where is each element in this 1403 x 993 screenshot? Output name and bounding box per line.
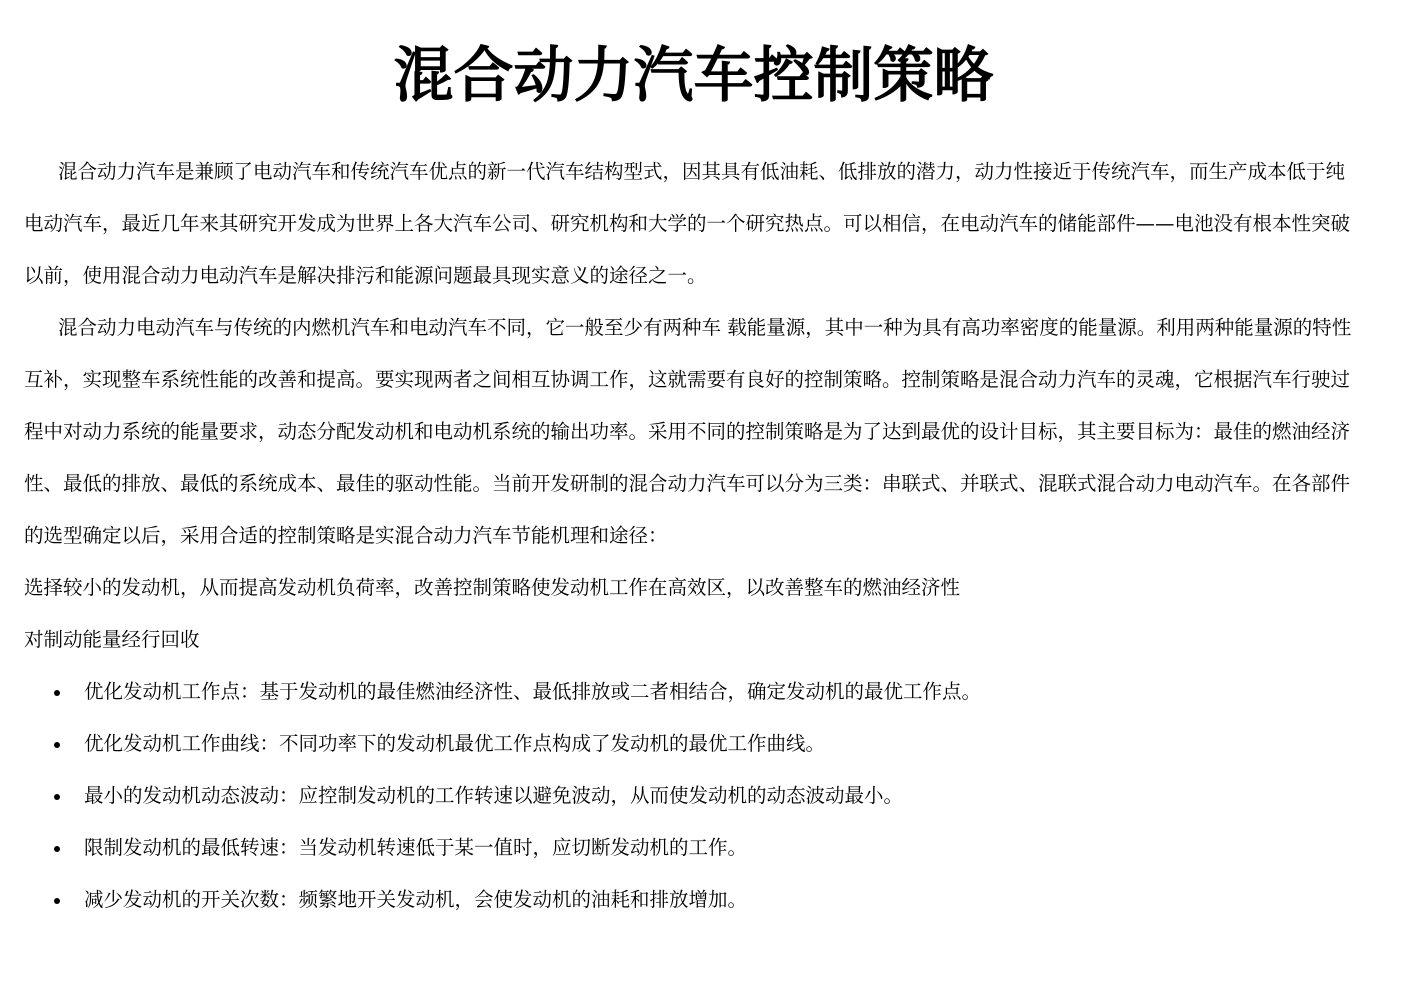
plain-line-engine-selection: 选择较小的发动机，从而提高发动机负荷率，改善控制策略使发动机工作在高效区，以改善整车的燃油经济性 <box>24 576 961 599</box>
bullet-icon <box>54 742 60 748</box>
bullet-icon <box>54 846 60 852</box>
document-body <box>24 146 1363 926</box>
bullet-icon <box>54 690 60 696</box>
list-item <box>84 666 1363 718</box>
strategy-bullet-list <box>24 666 1363 926</box>
list-item <box>84 770 1363 822</box>
list-item <box>84 718 1363 770</box>
paragraph-intro: 混合动力汽车是兼顾了电动汽车和传统汽车优点的新一代汽车结构型式，因其具有低油耗、低排放的潜力，动力性接近于传统汽车，而生产成本低于纯电动汽车，最近几年来其研究开发成为世界上各大汽车公司、研究机构和大学的一个研究热点。可以相信，在电动汽车的储能部件——电池没有根本性突破以前，使用混合动力电动汽车是解决排污和能源问题最具现实意义的途径之一。 <box>24 160 1351 287</box>
bullet-icon <box>54 898 60 904</box>
list-item-text: 优化发动机工作曲线：不同功率下的发动机最优工作点构成了发动机的最优工作曲线。 <box>84 732 826 755</box>
list-item <box>84 874 1363 926</box>
list-item-text: 减少发动机的开关次数：频繁地开关发动机，会使发动机的油耗和排放增加。 <box>84 888 748 911</box>
list-item-text: 限制发动机的最低转速：当发动机转速低于某一值时，应切断发动机的工作。 <box>84 836 748 859</box>
list-item-text: 优化发动机工作点：基于发动机的最佳燃油经济性、最低排放或二者相结合，确定发动机的最优工作点。 <box>84 680 982 703</box>
list-item-text: 最小的发动机动态波动：应控制发动机的工作转速以避免波动，从而使发动机的动态波动最小。 <box>84 784 904 807</box>
paragraph-control-strategy: 混合动力电动汽车与传统的内燃机汽车和电动汽车不同，它一般至少有两种车 载能量源，其中一种为具有高功率密度的能量源。利用两种能量源的特性互补，实现整车系统性能的改善和提高。要实现两者之间相互协调工作，这就需要有良好的控制策略。控制策略是混合动力汽车的灵魂，它根据汽车行驶过程中对动力系统的能量要求，动态分配发动机和电动机系统的输出功率。采用不同的控制策略是为了达到最优的设计目标，其主要目标为：最佳的燃油经济性、最低的排放、最低的系统成本、最佳的驱动性能。当前开发研制的混合动力汽车可以分为三类：串联式、并联式、混联式混合动力电动汽车。在各部件的选型确定以后，采用合适的控制策略是实混合动力汽车节能机理和途径： <box>24 316 1352 547</box>
list-item <box>84 822 1363 874</box>
document-title: 混合动力汽车控制策略 <box>393 41 994 111</box>
bullet-icon <box>54 794 60 800</box>
plain-line-brake-recovery: 对制动能量经行回收 <box>24 628 200 651</box>
